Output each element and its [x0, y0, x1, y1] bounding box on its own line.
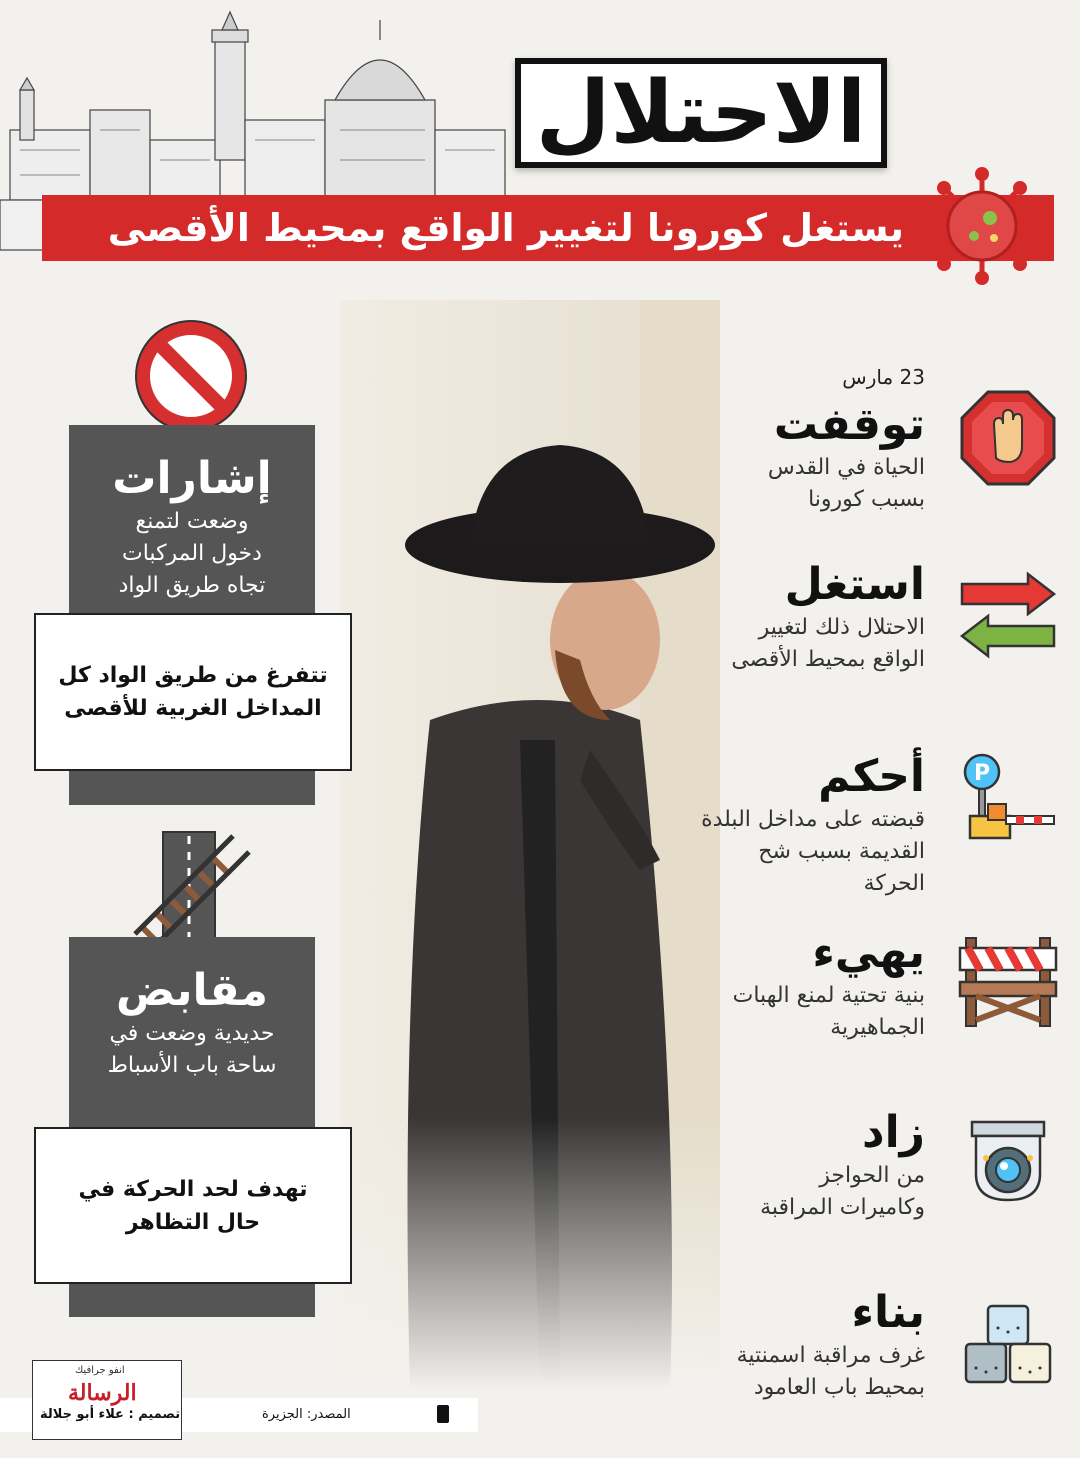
coronavirus-icon: [922, 166, 1042, 286]
timeline-item-head: استغل: [784, 559, 925, 610]
signs-note-text: تتفرغ من طريق الواد كل المداخل الغربية للأقصى: [58, 663, 328, 721]
source-phone-icon: [437, 1405, 449, 1423]
timeline-item-body: بنية تحتية لمنع الهبات الجماهيرية: [732, 983, 925, 1041]
parking-barrier-icon: [958, 752, 1058, 852]
timeline-item-head: زاد: [862, 1107, 925, 1158]
barriers-note-text: تهدف لحد الحركة في حال التظاهر: [78, 1176, 308, 1235]
headline-box: [515, 58, 887, 168]
signs-card-body: وضعت لتمنع دخول المركبات تجاه طريق الواد: [118, 509, 266, 598]
signs-card-head: إشارات: [112, 453, 272, 504]
svg-text:P: P: [973, 761, 991, 786]
stop-hand-icon: [958, 388, 1058, 488]
timeline-item-head: يهيء: [812, 927, 925, 978]
concrete-blocks-icon: [958, 1298, 1058, 1398]
barriers-card-head: مقابض: [116, 965, 268, 1016]
timeline-item: [665, 1287, 925, 1404]
timeline-item-body: قبضته على مداخل البلدة القديمة بسبب شح الحركة: [701, 807, 925, 896]
headline-subtitle: يستغل كورونا لتغيير الواقع بمحيط الأقصى: [107, 206, 904, 250]
logo-text: الرسالة: [68, 1380, 137, 1406]
timeline-item-head: بناء: [851, 1287, 925, 1338]
source-credit: المصدر: الجزيرة: [262, 1407, 351, 1422]
headline-title: الاحتلال: [535, 63, 867, 163]
timeline-item: [665, 927, 925, 1044]
barriers-note: [34, 1127, 352, 1284]
no-entry-icon: [135, 320, 247, 432]
timeline-item-body: من الحواجز وكاميرات المراقبة: [760, 1163, 925, 1221]
subtitle-banner: [42, 195, 1054, 261]
timeline-item: [665, 399, 925, 516]
timeline-item: [665, 559, 925, 676]
timeline-date: 23 مارس: [842, 365, 925, 389]
security-camera-icon: [958, 1114, 1058, 1214]
barriers-card-body: حديدية وضعت في ساحة باب الأسباط: [107, 1021, 277, 1078]
timeline-item: [665, 1107, 925, 1224]
timeline-item-body: الاحتلال ذلك لتغيير الواقع بمحيط الأقصى: [731, 615, 925, 673]
timeline-item-head: توقفت: [773, 399, 925, 450]
timeline-item-head: أحكم: [818, 751, 925, 802]
timeline-item-body: غرف مراقبة اسمنتية بمحيط باب العامود: [736, 1343, 925, 1401]
logo-caption: انفو جرافيك: [75, 1365, 125, 1376]
designer-credit: تصميم : علاء أبو جلالة: [40, 1407, 181, 1422]
timeline-item-body: الحياة في القدس بسبب كورونا: [767, 455, 925, 513]
signs-note: [34, 613, 352, 771]
arrows-icon: [958, 566, 1058, 666]
man-praying-at-wall-photo: [340, 300, 720, 1390]
timeline-item: [665, 751, 925, 900]
roadblock-icon: [958, 930, 1058, 1030]
